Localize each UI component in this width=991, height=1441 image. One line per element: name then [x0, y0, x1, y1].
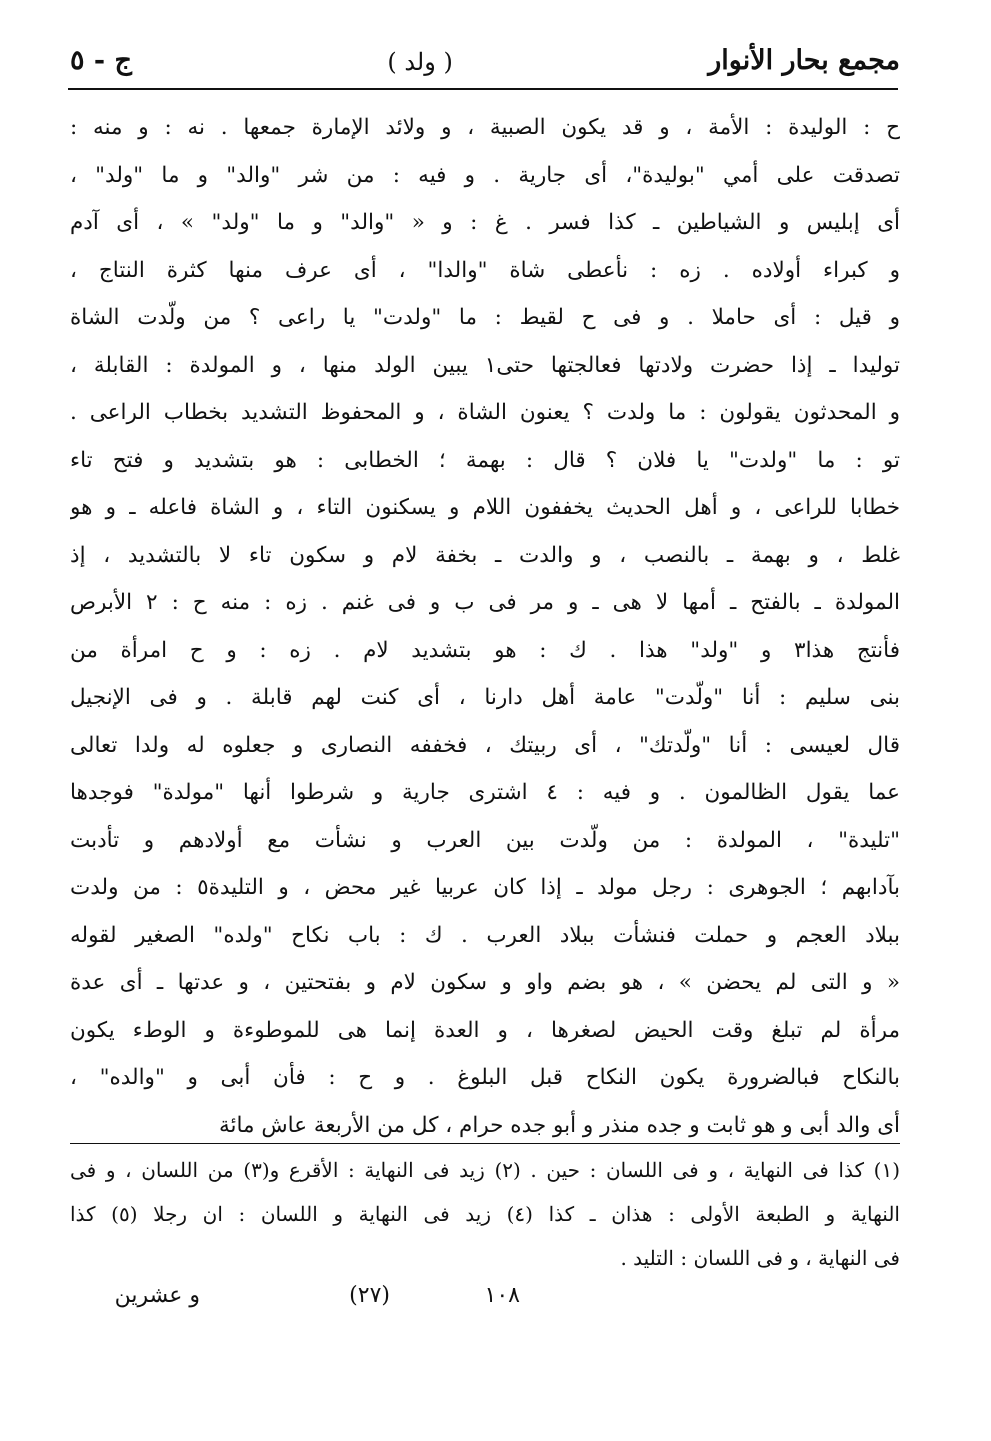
- text-line: و قيل : أى حاملا . و فى ح لقيط : ما "ولدت" يا راعى ؟ من ولّدت الشاة: [70, 305, 900, 330]
- page-header: [70, 30, 900, 76]
- page-footer: [90, 1283, 900, 1323]
- main-text: [70, 104, 900, 1149]
- text-line: فأنتج هذا٣ و "ولد" هذا . ك : هو بتشديد لام . زه : و ح امرأة من: [70, 637, 900, 663]
- text-line: توليدا ـ إذا حضرت ولادتها فعالجتها حتى١ يبين الولد منها ، و المولدة : القابلة ،: [70, 352, 900, 378]
- footnote-line: فى النهاية ، و فى اللسان : التليد .: [620, 1246, 900, 1270]
- text-line: عما يقول الظالمون . و فيه : ٤ اشترى جارية و شرطوا أنها "مولدة" فوجدها: [70, 780, 900, 805]
- text-line: أى إبليس و الشياطين ـ كذا فسر . غ : و « "والد" و ما "ولد" » ، أى آدم: [70, 210, 900, 235]
- text-line: بآدابهم ؛ الجوهرى : رجل مولد ـ إذا كان عربيا غير محض ، و التليدة٥ : من ولدت: [70, 875, 900, 900]
- text-line: غلط ، و بهمة ـ بالنصب ، و والدت ـ بخفة لام و سكون تاء لا بالتشديد ، إذ: [70, 542, 900, 568]
- footnote-line: (١) كذا فى النهاية ، و فى اللسان : حين . (٢) زيد فى النهاية : الأقرع و(٣) من اللسان ، و فى: [70, 1158, 900, 1182]
- signature-mark: (٢٧): [349, 1283, 390, 1308]
- text-line: و المحدثون يقولون : ما ولدت ؟ يعنون الشاة ، و المحفوظ التشديد بخطاب الراعى .: [70, 400, 900, 425]
- text-line: بنى سليم : أنا "ولّدت" عامة أهل دارنا ، أى كنت لهم قابلة . و فى الإنجيل: [70, 685, 900, 710]
- signature-word: و عشرين: [114, 1283, 200, 1308]
- header-rule: [68, 88, 898, 90]
- text-line: مرأة لم تبلغ وقت الحيض لصغرها ، و العدة إنما هى للموطوءة و الوطء يكون: [70, 1017, 900, 1043]
- text-line: و كبراء أولاده . زه : نأعطى شاة "والدا" ، أى عرف منها كثرة النتاج ،: [70, 257, 900, 283]
- page-number: ١٠٨: [484, 1283, 520, 1308]
- text-line: « و التى لم يحضن » ، هو بضم واو و سكون لام و بفتحتين ، و عدتها ـ أى عدة: [70, 970, 900, 995]
- book-title: مجمع بحار الأنوار: [708, 45, 900, 76]
- text-line: خطابا للراعى ، و أهل الحديث يخففون اللام و يسكنون التاء ، و الشاة فاعله ـ و هو: [70, 495, 900, 520]
- text-line: أى والد أبى و هو ثابت و جده منذر و أبو جده حرام ، كل من الأربعة عاش مائة: [218, 1112, 900, 1138]
- entry-root: ( ولد ): [387, 48, 453, 76]
- text-line: المولدة ـ بالفتح ـ أمها لا هى ـ و مر فى ب و فى غنم . زه : منه ح : ٢ الأبرص: [70, 590, 900, 615]
- text-line: "تليدة" ، المولدة : من ولّدت بين العرب و نشأت مع أولادهم و تأدبت: [70, 827, 900, 853]
- footnote-line: النهاية و الطبعة الأولى : هذان ـ كذا (٤) زيد فى النهاية و اللسان : ان رجلا (٥) كذا: [70, 1202, 900, 1226]
- text-line: قال لعيسى : أنا "ولّدتك" ، أى ربيتك ، فخففه النصارى و جعلوه له ولدا تعالى: [70, 732, 900, 758]
- volume-number: ج - ٥: [70, 45, 132, 76]
- text-line: بالنكاح فبالضرورة يكون النكاح قبل البلوغ . و ح : فأن أبى و "والده" ،: [70, 1065, 900, 1090]
- footnotes: [70, 1148, 900, 1280]
- text-line: ببلاد العجم و حملت فنشأت ببلاد العرب . ك : باب نكاح "ولده" الصغير لقوله: [70, 922, 900, 948]
- text-line: تصدقت على أمي "بوليدة"، أى جارية . و فيه : من شر "والد" و ما "ولد" ،: [70, 162, 900, 188]
- text-line: ح : الوليدة : الأمة ، و قد يكون الصبية ، و ولائد الإمارة جمعها . نه : و منه :: [70, 115, 900, 140]
- footnote-rule: [70, 1143, 900, 1144]
- text-line: تو : ما "ولدت" يا فلان ؟ قال : بهمة ؛ الخطابى : هو بتشديد و فتح تاء: [70, 447, 900, 473]
